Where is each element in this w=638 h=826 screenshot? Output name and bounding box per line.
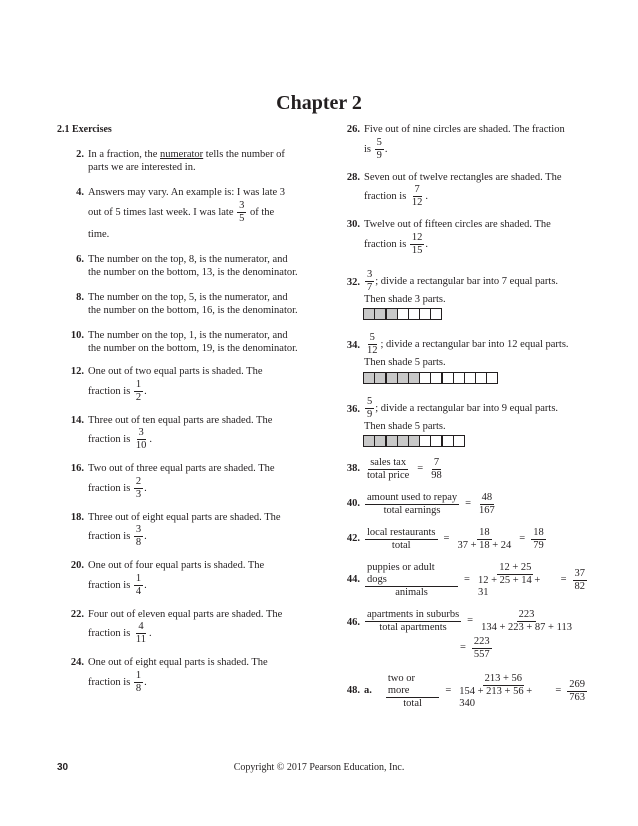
text-line: Twelve out of fifteen circles are shaded. The [364, 219, 551, 230]
exercise-number: 22. [70, 608, 84, 620]
text-line: One out of four equal parts is shaded. The [88, 560, 265, 571]
text-part: ; divide a rectangular bar into 7 equal parts. [375, 275, 559, 287]
text-part: of the [250, 206, 275, 218]
numerator: 2 [135, 475, 142, 487]
numerator: 18 [479, 527, 490, 538]
exercise-number: 2. [76, 149, 84, 160]
bar-cell-shaded [397, 372, 409, 384]
exercise-text [364, 124, 588, 162]
exercise-number: 14. [70, 414, 84, 426]
text-part: In a fraction, the [88, 149, 161, 160]
text-line: Two out of three equal parts are shaded. The [88, 463, 275, 474]
text-line [88, 524, 302, 549]
exercise-16 [57, 463, 302, 501]
exercise-text [88, 512, 302, 550]
denominator: 8 [135, 537, 142, 548]
fraction [134, 573, 143, 598]
text-part: fraction is [88, 433, 131, 445]
denominator: 763 [569, 692, 585, 703]
text-line: Seven out of twelve rectangles are shaded. The [364, 171, 562, 183]
exercise-text [364, 172, 588, 210]
equation [364, 527, 588, 552]
equals-sign: = [445, 685, 452, 697]
left-column [57, 124, 302, 695]
text-part: . [425, 190, 429, 202]
denominator: 12 [411, 197, 423, 208]
text-part: . [144, 676, 147, 688]
text-part: fraction is [364, 238, 407, 250]
exercise-text [88, 609, 302, 647]
numerator: local restaurants [367, 527, 436, 538]
fraction [134, 476, 143, 501]
text-part: fraction is [88, 627, 131, 639]
chapter-title: Chapter 2 [276, 92, 362, 114]
equals-sign: = [465, 498, 472, 510]
fraction [573, 568, 588, 593]
denominator: 12 [367, 345, 378, 356]
bar-cell [408, 308, 420, 320]
fraction [365, 609, 461, 634]
copyright-notice: Copyright © 2017 Pearson Education, Inc. [233, 762, 405, 773]
exercise-28 [333, 172, 588, 210]
exercise-22 [57, 609, 302, 647]
equation [364, 457, 588, 482]
exercise-text [88, 657, 302, 695]
text-line [88, 621, 302, 646]
right-column [333, 124, 588, 710]
exercise-12 [57, 366, 302, 404]
exercise-text [88, 463, 302, 501]
denominator: 4 [135, 585, 142, 597]
denominator: 134 + 223 + 87 + 113 [481, 622, 572, 633]
exercise-36 [333, 396, 588, 448]
exercise-number: 42. [346, 533, 360, 545]
text-line [88, 379, 302, 404]
text-part: ; divide a rectangular bar into 12 equal parts. [380, 338, 569, 350]
denominator: 37 + 18 + 24 [457, 540, 512, 551]
bar-cell-shaded [386, 308, 398, 320]
text-part: fraction is [364, 190, 407, 202]
exercise-number: 28. [346, 171, 360, 183]
fraction [134, 379, 143, 404]
text-part: . [149, 627, 152, 639]
equation-line [364, 636, 588, 661]
numerator: amount used to repay [367, 492, 458, 503]
exercise-number: 36. [346, 403, 360, 415]
text-line: Three out of eight equal parts are shaded. The [88, 511, 281, 523]
exercise-number: 16. [70, 463, 84, 474]
fraction [365, 457, 411, 482]
bar-cell-shaded [386, 372, 398, 384]
equation [364, 562, 588, 599]
text-line [88, 573, 302, 598]
text-part: . [144, 530, 147, 542]
exercise-text [88, 560, 302, 598]
exercise-text [364, 219, 588, 257]
text-line [364, 269, 588, 294]
exercise-10 [57, 330, 302, 355]
fraction-bar [364, 308, 588, 320]
fraction [365, 527, 438, 552]
denominator: 82 [574, 581, 585, 592]
numerator: apartments in suburbs [367, 609, 460, 620]
numerator: 4 [138, 621, 144, 632]
equals-sign: = [443, 533, 450, 545]
underlined-term: numerator [160, 149, 204, 160]
numerator: 1 [135, 572, 142, 584]
numerator: two or more [386, 673, 439, 698]
exercise-44 [333, 562, 588, 599]
text-line [88, 670, 302, 695]
exercise-46 [333, 609, 588, 661]
numerator: 3 [239, 199, 245, 211]
text-line: Answers may vary. An example is: I was late 3 [88, 187, 286, 198]
exercise-text [88, 187, 302, 241]
text-line: One out of eight equal parts is shaded. The [88, 657, 268, 668]
bar-cell-shaded [363, 308, 375, 320]
text-part: fraction is [88, 530, 131, 542]
bar-cell-shaded [363, 372, 375, 384]
exercise-text: The number on the top, 8, is the numerator, and the number on the bottom, 13, is the denominator. [88, 254, 298, 278]
numerator: 7 [433, 457, 440, 468]
exercise-number: 44. [346, 574, 360, 586]
bar-cell-shaded [408, 435, 420, 447]
bar-cell-shaded [386, 435, 398, 447]
equation-line [364, 609, 588, 634]
denominator: total [403, 698, 422, 709]
text-part: fraction is [88, 676, 131, 688]
section-title: 2.1 Exercises [57, 124, 112, 135]
fraction [455, 527, 513, 552]
exercise-20 [57, 560, 302, 598]
text-part: fraction is [88, 482, 131, 494]
fraction [386, 673, 439, 710]
equation [364, 609, 588, 661]
exercise-4 [57, 187, 302, 241]
numerator: puppies or adult dogs [365, 562, 458, 587]
fraction [365, 562, 458, 599]
fraction [134, 670, 143, 695]
bar-cell-shaded [363, 435, 375, 447]
fraction [410, 232, 425, 257]
fraction [531, 527, 546, 552]
exercise-26 [333, 124, 588, 162]
fraction-bar [364, 372, 588, 384]
numerator: 12 [411, 231, 423, 243]
denominator: 79 [533, 540, 544, 551]
numerator: 213 + 56 [484, 673, 522, 684]
numerator: 12 + 25 [499, 562, 532, 573]
numerator: 1 [135, 669, 142, 681]
numerator: 1 [135, 378, 142, 390]
exercise-text [364, 269, 588, 321]
exercise-2 [57, 149, 302, 174]
exercise-number: 10. [70, 330, 84, 341]
text-part: fraction is [88, 579, 131, 591]
fraction [410, 184, 425, 209]
bar-cell-shaded [374, 372, 386, 384]
part-label: a. [364, 685, 372, 697]
bar-cell [464, 372, 476, 384]
bar-cell-shaded [374, 435, 386, 447]
exercise-number: 24. [70, 657, 84, 668]
fraction [134, 427, 149, 452]
text-line [88, 427, 302, 452]
exercise-6 [57, 254, 302, 279]
fraction-bar [364, 435, 588, 447]
text-part: . [425, 238, 429, 250]
bar-cell [419, 372, 431, 384]
text-line: Five out of nine circles are shaded. The fraction [364, 124, 565, 135]
denominator: 2 [135, 391, 142, 403]
text-line [364, 232, 588, 257]
exercise-8 [57, 292, 302, 317]
bar-cell [419, 308, 431, 320]
exercise-30 [333, 219, 588, 257]
denominator: 167 [479, 505, 495, 516]
exercise-text [88, 366, 302, 404]
text-part: . [144, 482, 147, 494]
bar-cell [397, 308, 409, 320]
text-part: . [144, 579, 147, 591]
exercise-number: 6. [76, 254, 84, 265]
numerator: 7 [414, 184, 420, 195]
denominator: 7 [367, 281, 373, 293]
equation [364, 492, 588, 517]
numerator: 5 [369, 332, 375, 343]
text-line [364, 184, 588, 209]
numerator: 269 [569, 679, 585, 690]
numerator: 37 [574, 568, 585, 579]
bar-cell [442, 435, 454, 447]
fraction [567, 679, 587, 704]
numerator: 223 [518, 609, 535, 620]
numerator: 3 [135, 524, 142, 535]
fraction [365, 492, 459, 517]
fraction [457, 673, 549, 710]
text-line: Four out of eleven equal parts are shaded. The [88, 608, 283, 620]
denominator: 11 [135, 634, 147, 645]
exercise-48 [333, 673, 588, 710]
exercise-42 [333, 527, 588, 552]
text-part: . [144, 385, 147, 397]
text-line [364, 137, 588, 162]
equals-sign: = [555, 685, 562, 697]
exercise-34 [333, 332, 588, 384]
denominator: total apartments [379, 622, 447, 633]
exercise-number: 40. [346, 498, 360, 510]
denominator: 557 [473, 649, 490, 660]
fraction [375, 137, 384, 162]
exercise-text: The number on the top, 5, is the numerator, and the number on the bottom, 16, is the denominator. [88, 292, 298, 316]
fraction [477, 492, 497, 517]
equals-sign: = [460, 642, 466, 654]
bar-cell [419, 435, 431, 447]
denominator: 10 [135, 440, 147, 451]
text-part: is [364, 143, 372, 155]
fraction [134, 524, 143, 549]
exercise-40 [333, 492, 588, 517]
fraction [365, 332, 380, 357]
exercise-number: 12. [70, 366, 84, 377]
exercise-24 [57, 657, 302, 695]
exercise-32 [333, 269, 588, 321]
exercise-number: 32. [346, 276, 360, 288]
fraction [472, 636, 492, 661]
text-part: . [149, 433, 153, 445]
text-line: One out of two equal parts is shaded. The [88, 366, 263, 377]
text-line [364, 396, 588, 421]
bar-cell [486, 372, 498, 384]
exercise-14 [57, 415, 302, 453]
exercise-number: 26. [346, 124, 360, 135]
denominator: 9 [376, 149, 382, 161]
numerator: 223 [473, 636, 490, 647]
exercise-number: 30. [346, 219, 360, 230]
exercise-number: 38. [346, 463, 360, 475]
exercise-number: 18. [70, 511, 84, 523]
denominator: 9 [367, 408, 373, 420]
bar-cell [442, 372, 454, 384]
exercise-18 [57, 512, 302, 550]
equals-sign: = [519, 533, 526, 545]
denominator: total [391, 540, 411, 551]
denominator: 154 + 213 + 56 + 340 [459, 686, 533, 709]
exercise-number: 34. [346, 340, 360, 351]
denominator: 8 [135, 682, 142, 694]
bar-cell [430, 435, 442, 447]
numerator: 5 [367, 395, 373, 407]
text-line: time. [88, 228, 110, 240]
bar-cell-shaded [408, 372, 420, 384]
bar-cell-shaded [397, 435, 409, 447]
fraction [365, 269, 374, 294]
bar-cell [453, 435, 465, 447]
bar-cell [430, 372, 442, 384]
bar-cell [453, 372, 465, 384]
exercise-38 [333, 457, 588, 482]
denominator: 12 + 25 + 14 + 31 [477, 575, 541, 598]
text-part: fraction is [88, 385, 131, 397]
exercise-text: The number on the top, 1, is the numerator, and the number on the bottom, 19, is the denominator. [88, 330, 298, 354]
text-line: Then shade 5 parts. [364, 420, 446, 432]
numerator: 3 [138, 427, 144, 438]
text-line: Then shade 5 parts. [364, 357, 446, 368]
exercise-number: 46. [346, 617, 360, 628]
denominator: total price [367, 470, 410, 481]
text-part: out of 5 times last week. I was late [88, 206, 234, 218]
fraction [429, 457, 444, 482]
exercise-number: 4. [76, 187, 84, 198]
text-line: Then shade 3 parts. [364, 293, 446, 305]
denominator: 5 [239, 212, 245, 224]
denominator: 3 [135, 488, 142, 500]
denominator: total earnings [383, 505, 441, 516]
bar-cell [475, 372, 487, 384]
fraction [134, 621, 148, 646]
numerator: 5 [376, 136, 382, 148]
exercise-text [88, 149, 302, 174]
page-number: 30 [57, 762, 69, 773]
bar-cell [430, 308, 442, 320]
equation [364, 673, 588, 710]
exercise-number: 8. [76, 292, 84, 303]
text-part: ; divide a rectangular bar into 9 equal parts. [375, 402, 559, 414]
text-part: . [384, 143, 388, 155]
fraction [237, 200, 246, 225]
exercise-text [88, 415, 302, 453]
exercise-number: 48. [346, 685, 360, 697]
equals-sign: = [464, 574, 470, 586]
exercise-number: 20. [70, 560, 84, 571]
equals-sign: = [417, 463, 424, 475]
numerator: sales tax [370, 457, 407, 468]
denominator: animals [395, 587, 428, 598]
exercise-text [364, 332, 588, 384]
numerator: 3 [367, 268, 373, 280]
equals-sign: = [467, 615, 474, 627]
fraction [365, 396, 374, 421]
bar-cell-shaded [374, 308, 386, 320]
fraction [479, 609, 574, 634]
text-line: Three out of ten equal parts are shaded. The [88, 414, 273, 426]
fraction [476, 562, 555, 599]
text-line [364, 332, 588, 357]
numerator: 48 [481, 492, 493, 503]
numerator: 18 [533, 527, 544, 538]
denominator: 98 [431, 470, 442, 481]
text-line [88, 476, 302, 501]
equals-sign: = [560, 574, 567, 586]
exercise-text [364, 396, 588, 448]
text-part: tells the number of parts we are interested in. [88, 149, 285, 173]
denominator: 15 [411, 244, 423, 256]
text-line [88, 200, 302, 225]
